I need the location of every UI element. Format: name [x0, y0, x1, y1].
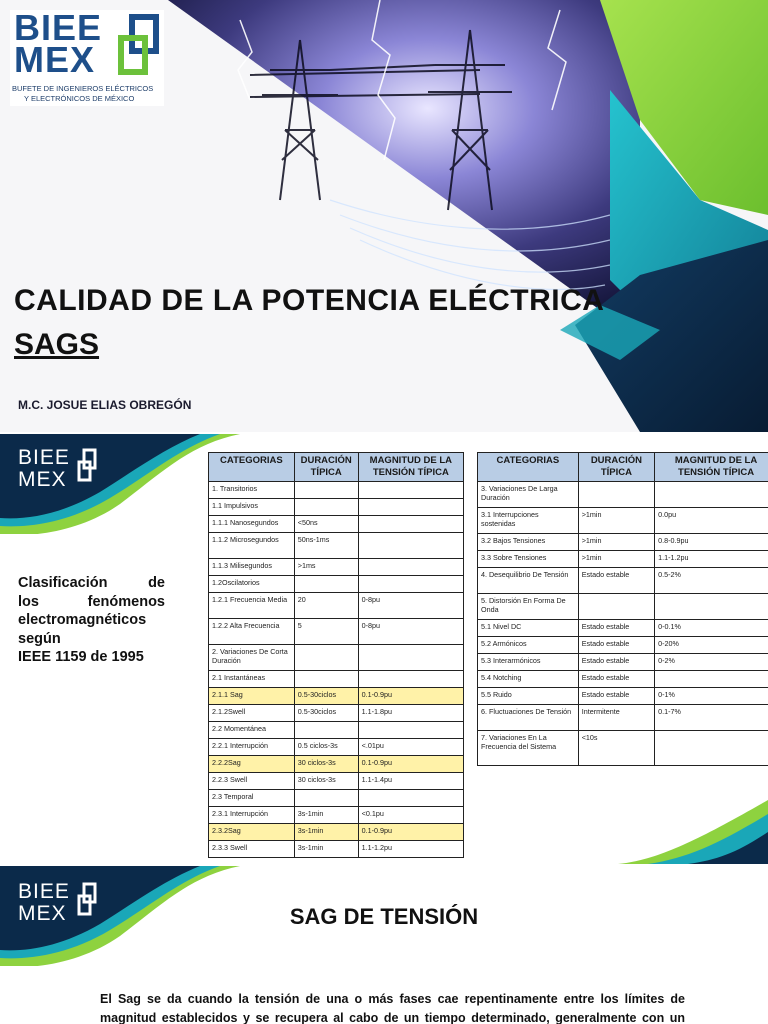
title-slide [0, 0, 768, 432]
slide2-logo-mex: MEX [18, 468, 67, 491]
category-cell: 2.2.1 Interrupción [209, 739, 295, 756]
table-row [209, 688, 464, 705]
table-row [478, 688, 768, 705]
logo-subtitle-line2: Y ELECTRÓNICOS DE MÉXICO [24, 94, 135, 103]
header-magnitud: MAGNITUD DE LA TENSIÓN TÍPICA [358, 453, 463, 482]
duration-cell: 0.5-30ciclos [294, 688, 358, 705]
duration-cell: 3s-1min [294, 807, 358, 824]
duration-cell [294, 722, 358, 739]
duration-cell: 30 ciclos-3s [294, 756, 358, 773]
duration-cell: >1ms [294, 559, 358, 576]
duration-cell [578, 482, 654, 508]
table-row [478, 534, 768, 551]
category-cell: 1.2.2 Alta Frecuencia [209, 619, 295, 645]
logo-text-mex: MEX [14, 39, 96, 80]
category-cell: 2.3.3 Swell [209, 841, 295, 858]
duration-cell: >1min [578, 508, 654, 534]
caption-line-3: electromagnéticos [18, 612, 147, 628]
duration-cell: 3s-1min [294, 824, 358, 841]
duration-cell: >1min [578, 551, 654, 568]
duration-cell: 50ns-1ms [294, 533, 358, 559]
duration-cell: Estado estable [578, 637, 654, 654]
slide2-logo-biee: BIEE [18, 446, 70, 469]
sag-slide-title: SAG DE TENSIÓN [289, 904, 479, 929]
classification-table-right [477, 452, 768, 766]
category-cell: 2.3.2Sag [209, 824, 295, 841]
category-cell: 2.3 Temporal [209, 790, 295, 807]
caption-line-1 [18, 574, 165, 593]
slide3-logo-biee: BIEE [18, 880, 70, 903]
category-cell: 7. Variaciones En La Frecuencia del Sistema [478, 731, 579, 766]
table-row [209, 773, 464, 790]
table-row [209, 671, 464, 688]
table-row [209, 516, 464, 533]
sag-description-line-2: magnitud establecidos y se recupera al cabo de un tiempo determinado, generalmente con un [100, 1011, 685, 1024]
table-row [209, 705, 464, 722]
duration-cell [578, 594, 654, 620]
magnitude-cell: 1.1-1.2pu [655, 551, 768, 568]
classification-caption [18, 574, 165, 667]
magnitude-cell [358, 671, 463, 688]
category-cell: 3.3 Sobre Tensiones [478, 551, 579, 568]
category-cell: 1.2.1 Frecuencia Media [209, 593, 295, 619]
duration-cell: Estado estable [578, 688, 654, 705]
slide2-corner-swoosh [618, 800, 768, 864]
magnitude-cell [358, 790, 463, 807]
magnitude-cell [358, 533, 463, 559]
magnitude-cell: 0-20% [655, 637, 768, 654]
magnitude-cell [655, 594, 768, 620]
biee-mex-logo [10, 7, 164, 106]
magnitude-cell: 0-8pu [358, 619, 463, 645]
author-name: M.C. JOSUE ELIAS OBREGÓN [18, 398, 192, 412]
magnitude-cell: <0.1pu [358, 807, 463, 824]
sag-description-line-1: El Sag se da cuando la tensión de una o más fases cae repentinamente entre los límites de [100, 992, 685, 1006]
category-cell: 1.1.1 Nanosegundos [209, 516, 295, 533]
slide3-logo-mex: MEX [18, 902, 67, 925]
category-cell: 2.1 Instantáneas [209, 671, 295, 688]
magnitude-cell: <.01pu [358, 739, 463, 756]
table-row [209, 645, 464, 671]
magnitude-cell: 0.1-0.9pu [358, 688, 463, 705]
classification-table-left [208, 452, 464, 858]
category-cell: 1.1.3 Milisegundos [209, 559, 295, 576]
magnitude-cell: 1.1-1.2pu [358, 841, 463, 858]
magnitude-cell: 1.1-1.8pu [358, 705, 463, 722]
category-cell: 2.2.3 Swell [209, 773, 295, 790]
magnitude-cell: 0-8pu [358, 593, 463, 619]
category-cell: 2. Variaciones De Corta Duración [209, 645, 295, 671]
duration-cell [294, 645, 358, 671]
duration-cell: <10s [578, 731, 654, 766]
presentation-subtitle: SAGS [14, 328, 100, 361]
table-row [209, 807, 464, 824]
magnitude-cell: 0.1-0.9pu [358, 756, 463, 773]
category-cell: 1.1 Impulsivos [209, 499, 295, 516]
caption-word: Clasificación [18, 575, 108, 591]
magnitude-cell [358, 499, 463, 516]
duration-cell [294, 576, 358, 593]
magnitude-cell: 0.0pu [655, 508, 768, 534]
magnitude-cell [655, 482, 768, 508]
table-row [209, 790, 464, 807]
presentation-title: CALIDAD DE LA POTENCIA ELÉCTRICA [14, 284, 605, 317]
category-cell: 5.4 Notching [478, 671, 579, 688]
duration-cell: 3s-1min [294, 841, 358, 858]
duration-cell: 30 ciclos-3s [294, 773, 358, 790]
category-cell: 5. Distorsión En Forma De Onda [478, 594, 579, 620]
magnitude-cell [655, 671, 768, 688]
duration-cell: Estado estable [578, 568, 654, 594]
duration-cell: Estado estable [578, 671, 654, 688]
duration-cell [294, 790, 358, 807]
classification-slide [0, 434, 768, 864]
magnitude-cell [358, 559, 463, 576]
storm-photo [168, 0, 640, 310]
magnitude-cell: 0.1-0.9pu [358, 824, 463, 841]
duration-cell [294, 482, 358, 499]
duration-cell [294, 499, 358, 516]
magnitude-cell: 1.1-1.4pu [358, 773, 463, 790]
table-row [478, 508, 768, 534]
caption-word: los [18, 593, 39, 610]
caption-line-5: IEEE 1159 de 1995 [18, 649, 144, 665]
duration-cell: 5 [294, 619, 358, 645]
category-cell: 5.3 Interarmónicos [478, 654, 579, 671]
table-row [478, 654, 768, 671]
magnitude-cell [655, 731, 768, 766]
table-header-row [209, 453, 464, 482]
table-row [478, 731, 768, 766]
category-cell: 2.2 Momentánea [209, 722, 295, 739]
table-row [209, 722, 464, 739]
category-cell: 5.1 Nivel DC [478, 620, 579, 637]
duration-cell [294, 671, 358, 688]
magnitude-cell [358, 576, 463, 593]
category-cell: 1. Transitorios [209, 482, 295, 499]
table-row [209, 739, 464, 756]
category-cell: 2.1.2Swell [209, 705, 295, 722]
sag-description [100, 990, 685, 1024]
table-row [478, 637, 768, 654]
table-row [209, 559, 464, 576]
category-cell: 4. Desequilibrio De Tensión [478, 568, 579, 594]
table-row [478, 551, 768, 568]
magnitude-cell: 0-0.1% [655, 620, 768, 637]
table-row [209, 533, 464, 559]
caption-word: de [148, 575, 165, 591]
category-cell: 5.5 Ruido [478, 688, 579, 705]
logo-chain-icon [116, 14, 162, 76]
logo-text-biee: BIEE [14, 7, 103, 48]
table-row [478, 671, 768, 688]
duration-cell: 20 [294, 593, 358, 619]
table-row [478, 705, 768, 731]
header-categorias: CATEGORIAS [478, 453, 579, 482]
table-row [478, 594, 768, 620]
logo-subtitle-line1: BUFETE DE INGENIEROS ELÉCTRICOS [12, 84, 154, 93]
category-cell: 6. Fluctuaciones De Tensión [478, 705, 579, 731]
header-duracion: DURACIÓN TÍPICA [294, 453, 358, 482]
category-cell: 3. Variaciones De Larga Duración [478, 482, 579, 508]
duration-cell: <50ns [294, 516, 358, 533]
header-magnitud: MAGNITUD DE LA TENSIÓN TÍPICA [655, 453, 768, 482]
caption-line-2 [18, 593, 165, 612]
magnitude-cell [358, 482, 463, 499]
magnitude-cell: 0-1% [655, 688, 768, 705]
header-categorias: CATEGORIAS [209, 453, 295, 482]
duration-cell: Estado estable [578, 654, 654, 671]
duration-cell: 0.5-30ciclos [294, 705, 358, 722]
caption-line-4: según [18, 630, 61, 647]
category-cell: 2.3.1 Interrupción [209, 807, 295, 824]
table-row [209, 576, 464, 593]
table-row [209, 841, 464, 858]
table-header-row [478, 453, 768, 482]
duration-cell: 0.5 ciclos-3s [294, 739, 358, 756]
table-row [209, 756, 464, 773]
category-cell: 5.2 Armónicos [478, 637, 579, 654]
category-cell: 3.2 Bajos Tensiones [478, 534, 579, 551]
magnitude-cell: 0-2% [655, 654, 768, 671]
table-row [478, 482, 768, 508]
category-cell: 2.1.1 Sag [209, 688, 295, 705]
magnitude-cell [358, 516, 463, 533]
duration-cell: Estado estable [578, 620, 654, 637]
duration-cell: >1min [578, 534, 654, 551]
category-cell: 3.1 Interrupciones sostenidas [478, 508, 579, 534]
magnitude-cell [358, 722, 463, 739]
magnitude-cell: 0.5-2% [655, 568, 768, 594]
table-row [478, 568, 768, 594]
slide2-logo-chain-icon [76, 448, 98, 484]
table-row [209, 824, 464, 841]
caption-word: fenómenos [87, 593, 165, 610]
slide2-logo [18, 446, 108, 492]
sag-slide [0, 866, 768, 1024]
duration-cell: Intermitente [578, 705, 654, 731]
category-cell: 2.2.2Sag [209, 756, 295, 773]
magnitude-cell: 0.8-0.9pu [655, 534, 768, 551]
category-cell: 1.1.2 Microsegundos [209, 533, 295, 559]
category-cell: 1.2Oscilatorios [209, 576, 295, 593]
magnitude-cell: 0.1-7% [655, 705, 768, 731]
magnitude-cell [358, 645, 463, 671]
table-row [478, 620, 768, 637]
table-row [209, 482, 464, 499]
table-row [209, 619, 464, 645]
table-row [209, 499, 464, 516]
table-row [209, 593, 464, 619]
header-duracion: DURACIÓN TÍPICA [578, 453, 654, 482]
